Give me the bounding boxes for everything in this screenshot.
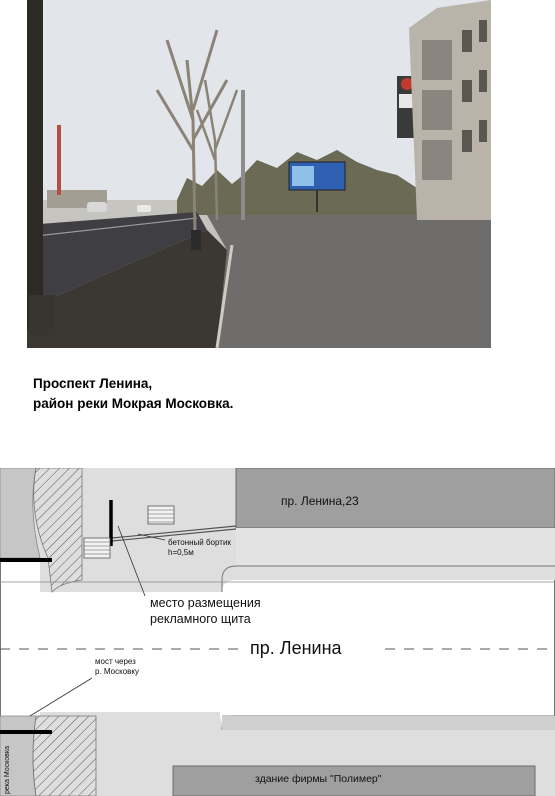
building-lenina-23-label: пр. Ленина,23 xyxy=(281,494,359,508)
placement-label-line-1: место размещения xyxy=(150,596,261,610)
caption-line-2: район реки Мокрая Московка. xyxy=(33,396,234,411)
bridge-label-line-2: р. Московку xyxy=(95,667,139,676)
photo-caption xyxy=(33,374,513,414)
site-plan-map xyxy=(0,468,555,796)
polimer-building-label: здание фирмы "Полимер" xyxy=(255,773,382,785)
street-name-label: пр. Ленина xyxy=(250,638,342,658)
placement-label-line-2: рекламного щита xyxy=(150,612,251,626)
street-photo-illustration xyxy=(27,0,491,348)
river-label: река Московка xyxy=(4,745,11,794)
location-photo xyxy=(27,0,491,348)
bridge-label-line-1: мост через xyxy=(95,657,136,666)
site-plan-drawing xyxy=(0,468,555,796)
curb-label-line-1: бетонный бортик xyxy=(168,538,231,547)
caption-line-1: Проспект Ленина, xyxy=(33,376,153,391)
curb-label-line-2: h=0,5м xyxy=(168,548,194,557)
